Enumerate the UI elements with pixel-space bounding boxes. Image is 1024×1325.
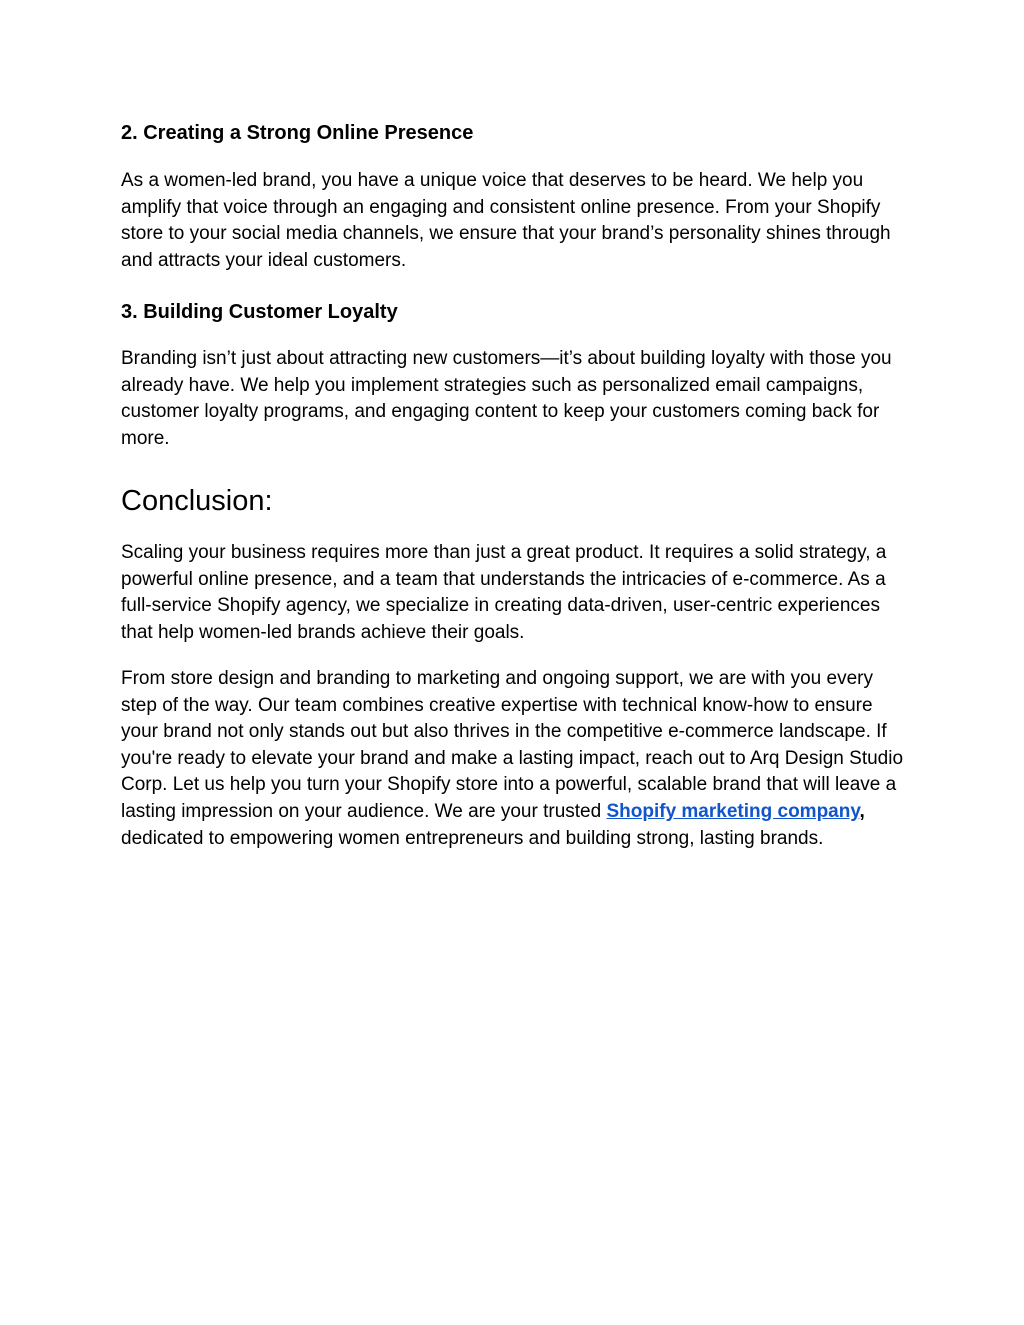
shopify-marketing-company-link[interactable]: Shopify marketing company — [606, 800, 860, 822]
conclusion-paragraph-2-text-before-link: From store design and branding to marketing and ongoing support, we are with you every step of the way. Our team combines creative expertise with technical know-how to ensure your brand not only stands out but also thrives in the competitive e-commerce landscape. If you're ready to elevate your brand and make a lasting impact, reach out to Arq Design Studio Corp. Let us help you turn your Shopify store into a powerful, scalable brand that will leave a lasting impression on your audience. We are your trusted — [121, 668, 904, 822]
section-heading-customer-loyalty: 3. Building Customer Loyalty — [121, 301, 398, 323]
conclusion-paragraph-2 — [121, 666, 911, 852]
conclusion-paragraph-2-text-after-link: dedicated to empowering women entrepreneurs and building strong, lasting brands. — [121, 827, 824, 849]
section-heading-online-presence: 2. Creating a Strong Online Presence — [121, 122, 474, 144]
section-body-online-presence: As a women-led brand, you have a unique voice that deserves to be heard. We help you amplify that voice through an engaging and consistent online presence. From your Shopify store to your social media channels, we ensure that your brand’s personality shines through and attracts your ideal customers. — [121, 170, 891, 271]
conclusion-heading: Conclusion: — [121, 485, 273, 517]
conclusion-paragraph-1: Scaling your business requires more than just a great product. It requires a solid strategy, a powerful online presence, and a team that understands the intricacies of e-commerce. As a full-service Shopify agency, we specialize in creating data-driven, user-centric experiences that help women-led brands achieve their goals. — [121, 542, 887, 643]
link-trailing-comma: , — [859, 800, 865, 822]
section-body-customer-loyalty: Branding isn’t just about attracting new customers—it’s about building loyalty with those you already have. We help you implement strategies such as personalized email campaigns, customer loyalty programs, and engaging content to keep your customers coming back for more. — [121, 348, 892, 449]
